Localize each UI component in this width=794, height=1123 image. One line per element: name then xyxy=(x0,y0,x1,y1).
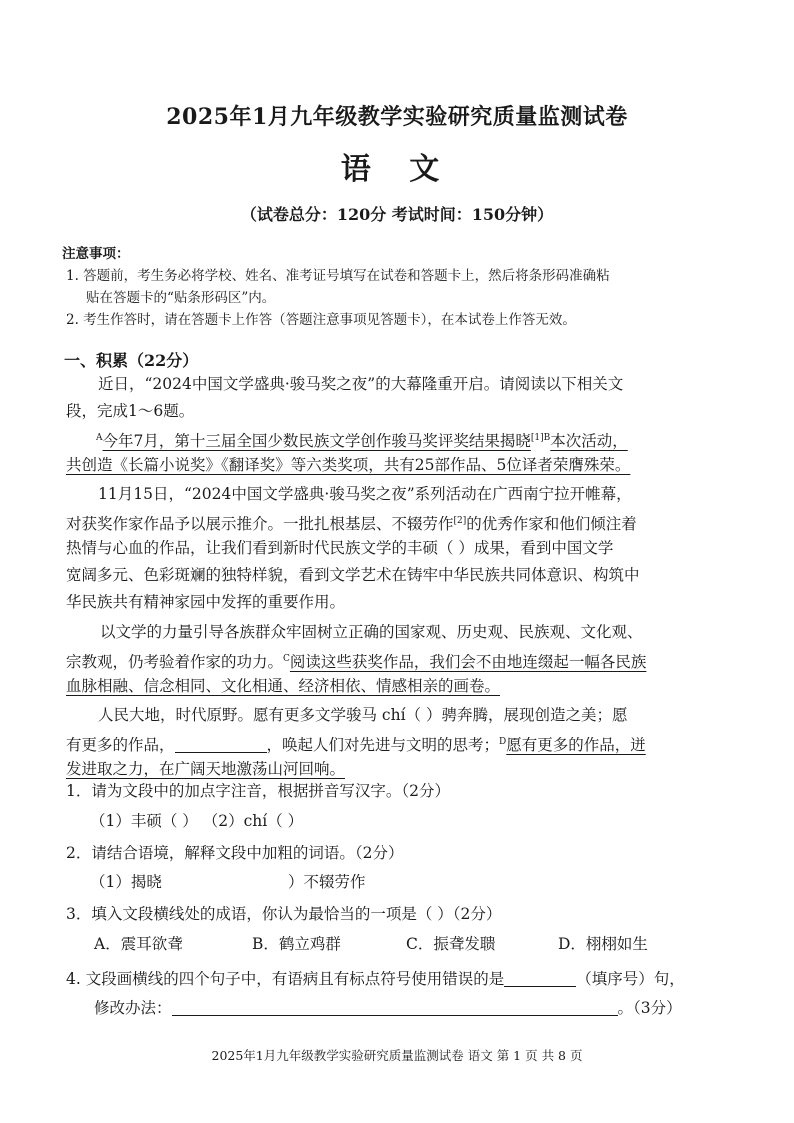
question-2-item-2: ）不辍劳作 xyxy=(288,873,366,891)
option-b: B．鹤立鸡群 xyxy=(252,935,341,953)
question-4-score: 。（3分） xyxy=(617,999,682,1017)
question-4-text: 4. 文段画横线的四个句子中，有语病且有标点符号使用错误的是 xyxy=(66,970,505,988)
mark-a: A xyxy=(96,433,103,443)
revision-blank[interactable] xyxy=(172,997,618,1016)
question-3: 3．填入文段横线处的成语，你认为最恰当的一项是（ ）（2分） xyxy=(66,905,502,923)
paragraph-3-line-2 xyxy=(66,646,646,676)
paragraph-2-line-5: 华民族共有精神家园中发挥的重要作用。 xyxy=(66,593,346,611)
section-heading: 一、积累（22分） xyxy=(64,351,199,370)
intro-line-1: 近日，“2024中国文学盛典·骏马奖之夜”的大幕隆重开启。请阅读以下相关文 xyxy=(98,375,624,393)
exam-title: 2025年1月九年级教学实验研究质量监测试卷 xyxy=(166,104,628,130)
paragraph-4-line-2-a: 有更多的作品， xyxy=(66,736,175,755)
page-footer: 2025年1月九年级教学实验研究质量监测试卷 语文 第 1 页 共 8 页 xyxy=(211,1048,583,1063)
mark-b: B xyxy=(543,433,551,443)
paragraph-4-line-2 xyxy=(66,729,646,759)
revision-label: 修改办法： xyxy=(94,999,172,1017)
question-4-text-end: （填序号）句， xyxy=(576,970,685,988)
sentence-a: 今年7月，第十三届全国少数民族文学创作骏马奖评奖结果揭晓 xyxy=(102,432,531,451)
option-c: C．振聋发聩 xyxy=(406,935,496,953)
intro-line-2: 段，完成1～6题。 xyxy=(66,402,195,420)
mark-c: C xyxy=(283,654,290,664)
paragraph-3-line-3: 血脉相融、信念相同、文化相通、经济相依、情感相亲的画卷。 xyxy=(66,677,501,695)
question-2-item-1: （1）揭晓 xyxy=(90,873,162,891)
paragraph-4-line-2-b: ，唤起人们对先进与文明的思考； xyxy=(266,736,500,755)
paragraph-1-line-1 xyxy=(96,425,628,455)
answer-blank[interactable] xyxy=(504,968,576,987)
paragraph-2-line-2-b: 的优秀作家和他们倾注着 xyxy=(466,515,637,534)
option-a: A．震耳欲聋 xyxy=(94,935,183,953)
paragraph-2-line-4: 宽阔多元、色彩斑斓的独特样貌，看到文学艺术在铸牢中华民族共同体意识、构筑中 xyxy=(66,566,640,584)
paragraph-2-line-2-a: 对获奖作家作品予以展示推介。一批扎根基层、不辍劳作 xyxy=(66,515,454,534)
paragraph-3-line-1: 以文学的力量引导各族群众牢固树立正确的国家观、历史观、民族观、文化观、 xyxy=(100,623,643,641)
sentence-b-start: 本次活动， xyxy=(550,432,628,451)
paragraph-3-line-2-a: 宗教观，仍考验着作家的功力。 xyxy=(66,653,284,672)
notes-item-1-line-1: 1. 答题前，考生务必将学校、姓名、准考证号填写在试卷和答题卡上，然后将条形码准确粘 xyxy=(66,268,610,284)
note-1: [1] xyxy=(530,433,544,443)
subject-title: 语 文 xyxy=(340,152,454,187)
question-3-options xyxy=(94,931,734,958)
exam-info: （试卷总分：120分 考试时间：150分钟） xyxy=(240,205,554,224)
paragraph-2-line-1: 11月15日，“2024中国文学盛典·骏马奖之夜”系列活动在广西南宁拉开帷幕， xyxy=(98,485,632,503)
notes-item-1-line-2: 贴在答题卡的“贴条形码区”内。 xyxy=(86,290,276,306)
paragraph-2-line-3: 热情与心血的作品，让我们看到新时代民族文学的丰硕（ ）成果，看到中国文学 xyxy=(66,539,614,557)
paragraph-1-line-2: 共创造《长篇小说奖》《翻译奖》等六类奖项，共有25部作品、5位译者荣膺殊荣。 xyxy=(66,456,631,474)
paragraph-2-line-2 xyxy=(66,508,637,538)
paragraph-4-line-1: 人民大地，时代原野。愿有更多文学骏马 chí（ ）骋奔腾，展现创造之美；愿 xyxy=(98,706,628,724)
question-1: 1．请为文段中的加点字注音，根据拼音写汉字。（2分） xyxy=(66,782,450,800)
notes-heading: 注意事项： xyxy=(62,246,130,262)
sentence-d-start: 愿有更多的作品，迸 xyxy=(506,736,646,755)
sentence-c-start: 阅读这些获奖作品，我们会不由地连缀起一幅各民族 xyxy=(289,653,647,672)
question-4-line-2 xyxy=(94,995,682,1022)
question-4-line-1 xyxy=(66,966,685,993)
notes-item-2: 2. 考生作答时，请在答题卡上作答（答题注意事项见答题卡），在本试卷上作答无效。 xyxy=(66,312,576,328)
question-2: 2．请结合语境，解释文段中加粗的词语。（2分） xyxy=(66,844,404,862)
note-2: [2] xyxy=(453,516,467,526)
mark-d: D xyxy=(499,737,507,747)
option-d: D．栩栩如生 xyxy=(558,935,648,953)
paragraph-4-line-3: 发进取之力，在广阔天地激荡山河回响。 xyxy=(66,760,346,778)
idiom-blank[interactable] xyxy=(175,734,267,753)
question-1-items: （1）丰硕（ ） （2）chí（ ） xyxy=(90,812,304,830)
